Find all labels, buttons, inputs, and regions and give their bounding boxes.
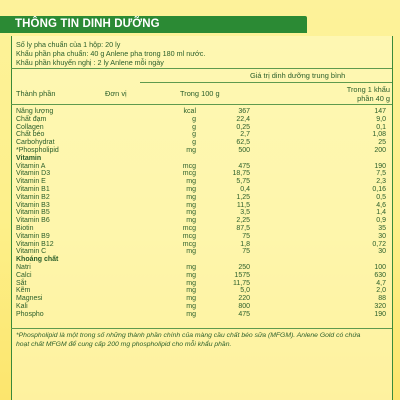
nutrient-unit: mg: [186, 295, 196, 303]
value-per-100g: 220: [238, 295, 250, 303]
nutrient-name: Vitamin B3: [16, 201, 50, 209]
value-per-100g: 2,7: [240, 131, 250, 139]
servings-per-box: Số ly pha chuẩn của 1 hộp: 20 ly: [16, 40, 121, 49]
value-per-100g: 500: [238, 146, 250, 154]
nutrient-name: Vitamin B6: [16, 217, 50, 225]
nutrient-name: Vitamin B12: [16, 240, 54, 248]
average-value-header: Giá trị dinh dưỡng trung bình: [250, 71, 346, 80]
value-per-100g: 2,25: [236, 217, 250, 225]
column-header-per-serving-line2: phần 40 g: [357, 94, 390, 103]
table-row: [16, 248, 388, 256]
nutrient-unit: g: [192, 131, 196, 139]
nutrient-unit: mg: [186, 185, 196, 193]
nutrient-unit: mg: [186, 279, 196, 287]
nutrient-unit: mcg: [182, 240, 196, 248]
column-header-per-serving-line1: Trong 1 khẩu: [346, 85, 390, 94]
nutrient-name: Biotin: [16, 224, 34, 232]
table-row: [16, 241, 388, 249]
nutrient-name: Kali: [16, 302, 28, 310]
value-per-serving: 0,5: [376, 193, 386, 201]
value-per-100g: 18,75: [232, 170, 250, 178]
nutrient-unit: kcal: [183, 108, 196, 115]
table-row: [16, 124, 388, 132]
value-per-100g: 1,25: [236, 193, 250, 201]
nutrient-name: Khoáng chất: [16, 256, 59, 264]
table-row: [16, 303, 388, 311]
value-per-100g: 3,5: [240, 209, 250, 217]
value-per-100g: 11,5: [236, 201, 250, 209]
nutrient-unit: mg: [186, 263, 196, 271]
nutrient-unit: mg: [186, 302, 196, 310]
value-per-serving: 2,0: [376, 287, 386, 295]
nutrient-name: Phospho: [16, 310, 44, 318]
table-row: [16, 264, 388, 272]
divider: [11, 328, 392, 329]
table-row: [16, 209, 388, 217]
column-header-per100: Trong 100 g: [180, 89, 220, 98]
footnote: *Phospholipid là một trong số những thành phần chính của màng cầu chất béo sữa (MFGM). Anlene Gold có chứa hoạt chất MFGM để cung cấp 200 mg phospholipid cho mỗi khẩu phần.: [16, 332, 361, 348]
standard-serving: Khẩu phần pha chuẩn: 40 g Anlene pha trong 180 ml nước.: [16, 49, 206, 58]
value-per-serving: 35: [378, 224, 386, 232]
value-per-100g: 75: [242, 248, 250, 256]
value-per-serving: 1,4: [376, 209, 386, 217]
table-row: [16, 186, 388, 194]
value-per-serving: 7,5: [376, 170, 386, 178]
value-per-100g: 475: [238, 310, 250, 318]
table-row: [16, 194, 388, 202]
value-per-serving: 0,9: [376, 217, 386, 225]
value-per-serving: 9,0: [376, 115, 386, 123]
nutrient-name: Calci: [16, 271, 32, 279]
value-per-serving: 4,7: [376, 279, 386, 287]
value-per-100g: 367: [238, 108, 250, 115]
value-per-serving: 190: [374, 310, 386, 318]
divider: [11, 104, 392, 105]
value-per-serving: 2,3: [376, 178, 386, 186]
value-per-100g: 11,75: [233, 279, 250, 287]
value-per-serving: 320: [374, 302, 386, 310]
nutrient-name: Vitamin B1: [16, 185, 50, 193]
nutrient-unit: mg: [186, 217, 196, 225]
value-per-serving: 1,08: [372, 131, 386, 139]
divider: [140, 82, 392, 83]
nutrient-name: Vitamin B9: [16, 232, 50, 240]
table-row: [16, 295, 388, 303]
nutrition-rows: [16, 108, 388, 319]
value-per-100g: 87,5: [236, 224, 250, 232]
table-row: [16, 131, 388, 139]
nutrient-name: Natri: [16, 263, 31, 271]
nutrient-name: Kẽm: [16, 287, 31, 295]
nutrient-unit: g: [192, 123, 196, 131]
nutrient-name: Chất béo: [16, 131, 45, 139]
nutrient-name: Vitamin: [16, 154, 42, 162]
nutrient-unit: mg: [186, 146, 196, 154]
value-per-100g: 250: [238, 263, 250, 271]
table-row: [16, 178, 388, 186]
column-header-unit: Đơn vị: [105, 89, 127, 98]
value-per-100g: 62,5: [236, 139, 250, 147]
table-row: [16, 311, 388, 319]
value-per-100g: 5,0: [240, 287, 250, 295]
page-title: THÔNG TIN DINH DƯỠNG: [15, 18, 160, 30]
nutrient-name: Vitamin B2: [16, 193, 50, 201]
value-per-serving: 4,6: [376, 201, 386, 209]
value-per-100g: 475: [238, 162, 250, 170]
table-row: [16, 287, 388, 295]
nutrient-unit: mcg: [182, 170, 196, 178]
nutrient-name: Vitamin B5: [16, 209, 50, 217]
nutrient-unit: mg: [186, 248, 196, 256]
value-per-100g: 75: [242, 232, 250, 240]
value-per-100g: 0,25: [236, 123, 250, 131]
nutrient-name: Năng lượng: [16, 108, 54, 115]
nutrient-unit: mg: [186, 193, 196, 201]
nutrient-name: Collagen: [16, 123, 44, 131]
nutrient-unit: mg: [186, 178, 196, 186]
table-row: [16, 147, 388, 155]
table-row: [16, 170, 388, 178]
value-per-100g: 22,4: [236, 115, 250, 123]
recommended-serving: Khẩu phần khuyến nghị : 2 ly Anlene mỗi ngày: [16, 58, 164, 67]
column-header-name: Thành phần: [16, 89, 56, 98]
table-row: [16, 233, 388, 241]
value-per-100g: 800: [238, 302, 250, 310]
nutrient-unit: mcg: [182, 162, 196, 170]
value-per-serving: 88: [378, 295, 386, 303]
nutrient-name: Carbohydrat: [16, 139, 55, 147]
table-row: [16, 139, 388, 147]
nutrient-name: Vitamin C: [16, 248, 47, 256]
value-per-100g: 1575: [234, 271, 250, 279]
table-row: [16, 202, 388, 210]
nutrient-unit: g: [192, 139, 196, 147]
nutrient-unit: mg: [186, 310, 196, 318]
value-per-serving: 25: [378, 139, 386, 147]
value-per-serving: 147: [374, 108, 386, 115]
nutrient-unit: mg: [186, 287, 196, 295]
nutrient-unit: mg: [186, 201, 196, 209]
table-row: [16, 163, 388, 171]
nutrient-name: Vitamin D3: [16, 170, 51, 178]
value-per-serving: 200: [374, 146, 386, 154]
table-row: [16, 217, 388, 225]
value-per-serving: 30: [378, 232, 386, 240]
nutrient-unit: mcg: [182, 224, 196, 232]
nutrient-unit: mg: [186, 209, 196, 217]
nutrient-unit: mg: [186, 271, 196, 279]
table-row: [16, 272, 388, 280]
value-per-serving: 30: [378, 248, 386, 256]
value-per-serving: 0,72: [372, 240, 386, 248]
value-per-serving: 630: [374, 271, 386, 279]
value-per-serving: 0,1: [376, 123, 386, 131]
nutrient-name: Sắt: [16, 279, 27, 287]
column-header-per-serving: [340, 85, 390, 103]
table-row: [16, 116, 388, 124]
value-per-100g: 5,75: [236, 178, 250, 186]
value-per-serving: 0,16: [372, 185, 386, 193]
value-per-100g: 0,4: [240, 185, 250, 193]
divider: [11, 68, 392, 69]
section-header-row: [16, 155, 388, 163]
table-row: [16, 280, 388, 288]
nutrient-name: Vitamin E: [16, 178, 46, 186]
value-per-serving: 190: [374, 162, 386, 170]
nutrient-name: Vitamin A: [16, 162, 46, 170]
section-header-row: [16, 256, 388, 264]
nutrient-unit: g: [192, 115, 196, 123]
value-per-serving: 100: [374, 263, 386, 271]
nutrient-unit: mcg: [182, 232, 196, 240]
nutrient-name: *Phospholipid: [16, 146, 59, 154]
nutrient-name: Magnesi: [16, 295, 43, 303]
title-bar: [0, 16, 307, 33]
table-row: [16, 108, 388, 116]
nutrient-name: Chất đạm: [16, 115, 47, 123]
table-row: [16, 225, 388, 233]
value-per-100g: 1,8: [240, 240, 250, 248]
